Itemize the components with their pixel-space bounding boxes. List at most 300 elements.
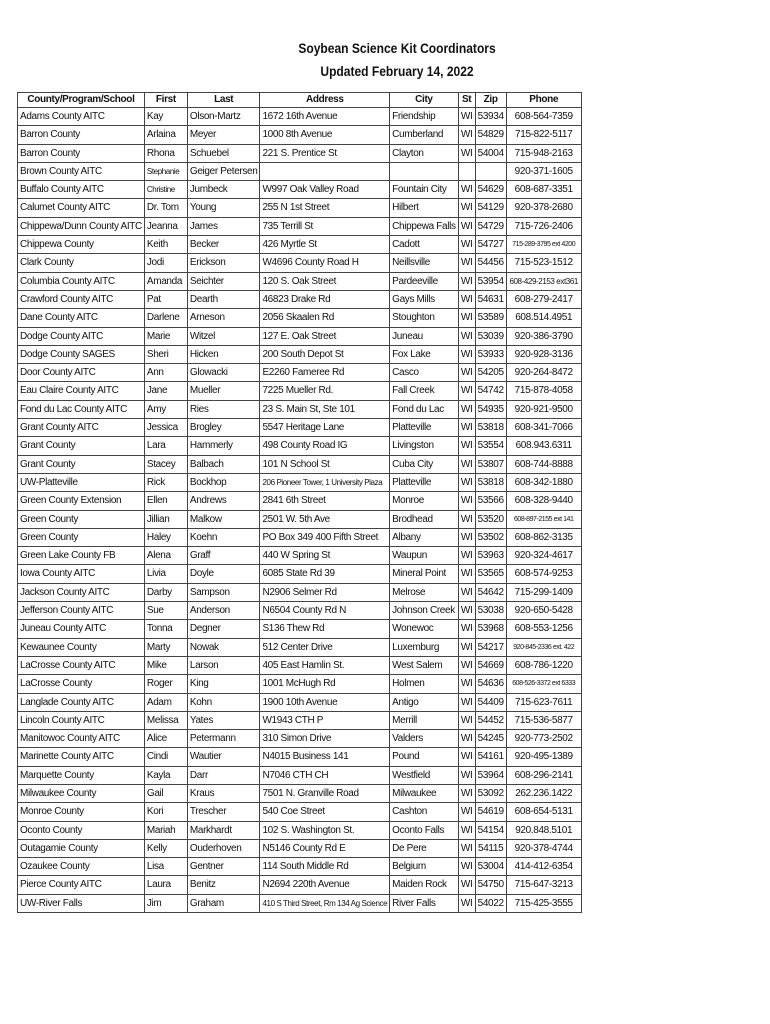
address-cell: 114 South Middle Rd <box>260 858 390 876</box>
first-name-cell: Stacey <box>144 455 187 473</box>
city-cell: Waupun <box>390 547 458 565</box>
address-cell: 101 N School St <box>260 455 390 473</box>
last-name-cell: Wautier <box>187 748 260 766</box>
address-cell: 1000 8th Avenue <box>260 126 390 144</box>
table-row <box>18 162 582 180</box>
address-cell: 310 Simon Drive <box>260 730 390 748</box>
zip-cell: 53818 <box>475 419 506 437</box>
table-row <box>18 547 582 565</box>
county-cell: Fond du Lac County AITC <box>18 400 145 418</box>
state-cell: WI <box>458 638 475 656</box>
address-cell: 7501 N. Granville Road <box>260 784 390 802</box>
table-row <box>18 382 582 400</box>
city-cell: Neillsville <box>390 254 458 272</box>
first-name-cell: Gail <box>144 784 187 802</box>
city-cell: Monroe <box>390 492 458 510</box>
zip-cell: 53038 <box>475 602 506 620</box>
last-name-cell: Erickson <box>187 254 260 272</box>
first-name-cell: Keith <box>144 236 187 254</box>
county-cell: Iowa County AITC <box>18 565 145 583</box>
table-row <box>18 583 582 601</box>
first-name-cell: Jessica <box>144 419 187 437</box>
column-header: City <box>390 93 458 108</box>
zip-cell: 53807 <box>475 455 506 473</box>
zip-cell: 54636 <box>475 675 506 693</box>
table-row <box>18 327 582 345</box>
phone-cell: 920-928-3136 <box>506 345 581 363</box>
state-cell: WI <box>458 675 475 693</box>
last-name-cell: Malkow <box>187 510 260 528</box>
table-row <box>18 821 582 839</box>
phone-cell: 608-341-7066 <box>506 419 581 437</box>
first-name-cell: Jim <box>144 894 187 912</box>
last-name-cell: Larson <box>187 656 260 674</box>
last-name-cell: Witzel <box>187 327 260 345</box>
last-name-cell: Ries <box>187 400 260 418</box>
county-cell: Crawford County AITC <box>18 290 145 308</box>
zip-cell: 54409 <box>475 693 506 711</box>
zip-cell: 53963 <box>475 547 506 565</box>
phone-cell: 920.848.5101 <box>506 821 581 839</box>
first-name-cell: Kay <box>144 108 187 126</box>
zip-cell: 53554 <box>475 437 506 455</box>
city-cell: Fall Creek <box>390 382 458 400</box>
zip-cell: 53818 <box>475 473 506 491</box>
state-cell: WI <box>458 382 475 400</box>
first-name-cell: Kori <box>144 803 187 821</box>
state-cell: WI <box>458 419 475 437</box>
address-cell: 2501 W. 5th Ave <box>260 510 390 528</box>
state-cell: WI <box>458 199 475 217</box>
state-cell: WI <box>458 693 475 711</box>
zip-cell: 54115 <box>475 839 506 857</box>
county-cell: Adams County AITC <box>18 108 145 126</box>
state-cell: WI <box>458 290 475 308</box>
first-name-cell: Amy <box>144 400 187 418</box>
county-cell: Manitowoc County AITC <box>18 730 145 748</box>
first-name-cell: Sheri <box>144 345 187 363</box>
column-header: Phone <box>506 93 581 108</box>
address-cell <box>260 162 390 180</box>
table-row <box>18 126 582 144</box>
first-name-cell: Jodi <box>144 254 187 272</box>
state-cell: WI <box>458 894 475 912</box>
city-cell: Wonewoc <box>390 620 458 638</box>
table-row <box>18 638 582 656</box>
state-cell: WI <box>458 126 475 144</box>
address-cell: W1943 CTH P <box>260 711 390 729</box>
table-row <box>18 839 582 857</box>
phone-cell: 608-429-2153 ext361 <box>506 272 581 290</box>
address-cell: N4015 Business 141 <box>260 748 390 766</box>
county-cell: Door County AITC <box>18 364 145 382</box>
zip-cell: 53565 <box>475 565 506 583</box>
first-name-cell: Jillian <box>144 510 187 528</box>
table-row <box>18 254 582 272</box>
phone-cell: 920-324-4617 <box>506 547 581 565</box>
table-row <box>18 492 582 510</box>
city-cell: Fox Lake <box>390 345 458 363</box>
zip-cell: 53502 <box>475 528 506 546</box>
table-row <box>18 345 582 363</box>
county-cell: LaCrosse County AITC <box>18 656 145 674</box>
table-row <box>18 236 582 254</box>
county-cell: Dodge County SAGES <box>18 345 145 363</box>
last-name-cell: Mueller <box>187 382 260 400</box>
zip-cell: 54022 <box>475 894 506 912</box>
table-row <box>18 309 582 327</box>
city-cell: Hilbert <box>390 199 458 217</box>
county-cell: Clark County <box>18 254 145 272</box>
address-cell: 206 Pioneer Tower, 1 University Plaza <box>260 473 390 491</box>
state-cell: WI <box>458 144 475 162</box>
state-cell: WI <box>458 547 475 565</box>
city-cell: Pardeeville <box>390 272 458 290</box>
county-cell: Green Lake County FB <box>18 547 145 565</box>
last-name-cell: James <box>187 217 260 235</box>
state-cell: WI <box>458 656 475 674</box>
zip-cell: 54727 <box>475 236 506 254</box>
last-name-cell: Gentner <box>187 858 260 876</box>
address-cell: 7225 Mueller Rd. <box>260 382 390 400</box>
last-name-cell: Benitz <box>187 876 260 894</box>
zip-cell: 53004 <box>475 858 506 876</box>
state-cell: WI <box>458 784 475 802</box>
table-row <box>18 602 582 620</box>
address-cell: 102 S. Washington St. <box>260 821 390 839</box>
last-name-cell: Yates <box>187 711 260 729</box>
address-cell: 498 County Road IG <box>260 437 390 455</box>
table-row <box>18 858 582 876</box>
table-row <box>18 784 582 802</box>
city-cell: Juneau <box>390 327 458 345</box>
state-cell: WI <box>458 473 475 491</box>
coordinators-table <box>17 92 582 913</box>
zip-cell: 54729 <box>475 217 506 235</box>
zip-cell: 53520 <box>475 510 506 528</box>
zip-cell: 54456 <box>475 254 506 272</box>
address-cell: N5146 County Rd E <box>260 839 390 857</box>
zip-cell: 54004 <box>475 144 506 162</box>
zip-cell: 53092 <box>475 784 506 802</box>
phone-cell: 608-862-3135 <box>506 528 581 546</box>
address-cell: 23 S. Main St, Ste 101 <box>260 400 390 418</box>
phone-cell: 715-523-1512 <box>506 254 581 272</box>
table-row <box>18 199 582 217</box>
first-name-cell: Adam <box>144 693 187 711</box>
column-header: County/Program/School <box>18 93 145 108</box>
first-name-cell: Pat <box>144 290 187 308</box>
county-cell: Marinette County AITC <box>18 748 145 766</box>
city-cell: De Pere <box>390 839 458 857</box>
county-cell: Monroe County <box>18 803 145 821</box>
state-cell: WI <box>458 437 475 455</box>
county-cell: Dane County AITC <box>18 309 145 327</box>
phone-cell: 608-687-3351 <box>506 181 581 199</box>
last-name-cell: Nowak <box>187 638 260 656</box>
state-cell: WI <box>458 839 475 857</box>
city-cell: Casco <box>390 364 458 382</box>
state-cell: WI <box>458 309 475 327</box>
phone-cell: 920-386-3790 <box>506 327 581 345</box>
first-name-cell: Marie <box>144 327 187 345</box>
city-cell: Milwaukee <box>390 784 458 802</box>
city-cell: Livingston <box>390 437 458 455</box>
city-cell: Antigo <box>390 693 458 711</box>
first-name-cell: Lara <box>144 437 187 455</box>
state-cell: WI <box>458 766 475 784</box>
last-name-cell: Dearth <box>187 290 260 308</box>
last-name-cell: Darr <box>187 766 260 784</box>
first-name-cell: Dr. Tom <box>144 199 187 217</box>
first-name-cell: Laura <box>144 876 187 894</box>
city-cell: West Salem <box>390 656 458 674</box>
county-cell: Outagamie County <box>18 839 145 857</box>
phone-cell: 608-786-1220 <box>506 656 581 674</box>
city-cell: Stoughton <box>390 309 458 327</box>
city-cell: Chippewa Falls <box>390 217 458 235</box>
last-name-cell: Young <box>187 199 260 217</box>
state-cell: WI <box>458 821 475 839</box>
address-cell: 221 S. Prentice St <box>260 144 390 162</box>
phone-cell: 608-279-2417 <box>506 290 581 308</box>
address-cell: 2056 Skaalen Rd <box>260 309 390 327</box>
first-name-cell: Rick <box>144 473 187 491</box>
table-row <box>18 455 582 473</box>
last-name-cell: Anderson <box>187 602 260 620</box>
state-cell: WI <box>458 455 475 473</box>
state-cell: WI <box>458 236 475 254</box>
last-name-cell: Kohn <box>187 693 260 711</box>
last-name-cell: Hammerly <box>187 437 260 455</box>
last-name-cell: Geiger Petersen <box>187 162 260 180</box>
address-cell: 735 Terrill St <box>260 217 390 235</box>
last-name-cell: Brogley <box>187 419 260 437</box>
county-cell: Chippewa County <box>18 236 145 254</box>
first-name-cell: Lisa <box>144 858 187 876</box>
county-cell: Eau Claire County AITC <box>18 382 145 400</box>
first-name-cell: Jane <box>144 382 187 400</box>
address-cell: 405 East Hamlin St. <box>260 656 390 674</box>
county-cell: Oconto County <box>18 821 145 839</box>
last-name-cell: Sampson <box>187 583 260 601</box>
state-cell: WI <box>458 876 475 894</box>
city-cell: Friendship <box>390 108 458 126</box>
column-header: St <box>458 93 475 108</box>
county-cell: UW-Platteville <box>18 473 145 491</box>
first-name-cell: Darlene <box>144 309 187 327</box>
city-cell: Cadott <box>390 236 458 254</box>
zip-cell: 53968 <box>475 620 506 638</box>
phone-cell: 608-328-9440 <box>506 492 581 510</box>
county-cell: Dodge County AITC <box>18 327 145 345</box>
county-cell: Kewaunee County <box>18 638 145 656</box>
county-cell: LaCrosse County <box>18 675 145 693</box>
city-cell: Holmen <box>390 675 458 693</box>
zip-cell: 54161 <box>475 748 506 766</box>
zip-cell: 53566 <box>475 492 506 510</box>
city-cell: Mineral Point <box>390 565 458 583</box>
first-name-cell: Kayla <box>144 766 187 784</box>
state-cell: WI <box>458 492 475 510</box>
table-row <box>18 656 582 674</box>
table-row <box>18 730 582 748</box>
county-cell: Barron County <box>18 126 145 144</box>
table-row <box>18 419 582 437</box>
table-row <box>18 290 582 308</box>
phone-cell: 920-378-4744 <box>506 839 581 857</box>
city-cell: Cashton <box>390 803 458 821</box>
last-name-cell: Hicken <box>187 345 260 363</box>
first-name-cell: Christine <box>144 181 187 199</box>
first-name-cell: Livia <box>144 565 187 583</box>
phone-cell: 608-342-1880 <box>506 473 581 491</box>
county-cell: Green County Extension <box>18 492 145 510</box>
last-name-cell: Degner <box>187 620 260 638</box>
address-cell: 120 S. Oak Street <box>260 272 390 290</box>
county-cell: Grant County <box>18 455 145 473</box>
column-header: Zip <box>475 93 506 108</box>
address-cell: N2694 220th Avenue <box>260 876 390 894</box>
first-name-cell: Mariah <box>144 821 187 839</box>
zip-cell: 54129 <box>475 199 506 217</box>
first-name-cell: Mike <box>144 656 187 674</box>
address-cell: W997 Oak Valley Road <box>260 181 390 199</box>
city-cell: Fond du Lac <box>390 400 458 418</box>
first-name-cell: Alice <box>144 730 187 748</box>
phone-cell: 920-495-1389 <box>506 748 581 766</box>
zip-cell: 54935 <box>475 400 506 418</box>
phone-cell: 715-623-7611 <box>506 693 581 711</box>
table-row <box>18 565 582 583</box>
first-name-cell: Kelly <box>144 839 187 857</box>
last-name-cell: Ouderhoven <box>187 839 260 857</box>
state-cell: WI <box>458 327 475 345</box>
address-cell: 410 S Third Street, Rm 134 Ag Science <box>260 894 390 912</box>
last-name-cell: Markhardt <box>187 821 260 839</box>
address-cell: 255 N 1st Street <box>260 199 390 217</box>
table-row <box>18 437 582 455</box>
phone-cell: 920-264-8472 <box>506 364 581 382</box>
phone-cell: 715-425-3555 <box>506 894 581 912</box>
city-cell: Brodhead <box>390 510 458 528</box>
county-cell: Chippewa/Dunn County AITC <box>18 217 145 235</box>
county-cell: Brown County AITC <box>18 162 145 180</box>
city-cell: Gays Mills <box>390 290 458 308</box>
state-cell: WI <box>458 583 475 601</box>
phone-cell: 715-822-5117 <box>506 126 581 144</box>
address-cell: 426 Myrtle St <box>260 236 390 254</box>
address-cell: 540 Coe Street <box>260 803 390 821</box>
state-cell: WI <box>458 254 475 272</box>
first-name-cell: Amanda <box>144 272 187 290</box>
zip-cell: 53964 <box>475 766 506 784</box>
phone-cell: 608-296-2141 <box>506 766 581 784</box>
zip-cell: 54619 <box>475 803 506 821</box>
last-name-cell: Koehn <box>187 528 260 546</box>
state-cell: WI <box>458 181 475 199</box>
first-name-cell: Arlaina <box>144 126 187 144</box>
last-name-cell: Schuebel <box>187 144 260 162</box>
first-name-cell: Ann <box>144 364 187 382</box>
state-cell: WI <box>458 748 475 766</box>
first-name-cell: Rhona <box>144 144 187 162</box>
last-name-cell: Arneson <box>187 309 260 327</box>
last-name-cell: Balbach <box>187 455 260 473</box>
table-row <box>18 400 582 418</box>
county-cell: Ozaukee County <box>18 858 145 876</box>
address-cell: E2260 Fameree Rd <box>260 364 390 382</box>
phone-cell: 262.236.1422 <box>506 784 581 802</box>
state-cell: WI <box>458 803 475 821</box>
county-cell: Green County <box>18 510 145 528</box>
table-row <box>18 473 582 491</box>
table-row <box>18 711 582 729</box>
state-cell: WI <box>458 602 475 620</box>
city-cell: Valders <box>390 730 458 748</box>
county-cell: Juneau County AITC <box>18 620 145 638</box>
city-cell: Melrose <box>390 583 458 601</box>
city-cell: Pound <box>390 748 458 766</box>
phone-cell: 920-378-2680 <box>506 199 581 217</box>
phone-cell: 920-650-5428 <box>506 602 581 620</box>
address-cell: N2906 Selmer Rd <box>260 583 390 601</box>
phone-cell: 715-647-3213 <box>506 876 581 894</box>
zip-cell: 54217 <box>475 638 506 656</box>
zip-cell: 54669 <box>475 656 506 674</box>
last-name-cell: Bockhop <box>187 473 260 491</box>
first-name-cell: Ellen <box>144 492 187 510</box>
county-cell: Pierce County AITC <box>18 876 145 894</box>
zip-cell: 53954 <box>475 272 506 290</box>
address-cell: PO Box 349 400 Fifth Street <box>260 528 390 546</box>
first-name-cell: Roger <box>144 675 187 693</box>
state-cell: WI <box>458 108 475 126</box>
zip-cell <box>475 162 506 180</box>
address-cell: 1001 McHugh Rd <box>260 675 390 693</box>
address-cell: 1672 16th Avenue <box>260 108 390 126</box>
first-name-cell: Cindi <box>144 748 187 766</box>
county-cell: Buffalo County AITC <box>18 181 145 199</box>
county-cell: Green County <box>18 528 145 546</box>
phone-cell: 608-526-3372 ext 6333 <box>506 675 581 693</box>
county-cell: Grant County <box>18 437 145 455</box>
address-cell: 440 W Spring St <box>260 547 390 565</box>
address-cell: 2841 6th Street <box>260 492 390 510</box>
zip-cell: 53933 <box>475 345 506 363</box>
address-cell: 512 Center Drive <box>260 638 390 656</box>
table-row <box>18 510 582 528</box>
city-cell: Westfield <box>390 766 458 784</box>
first-name-cell: Stephanie <box>144 162 187 180</box>
address-cell: 1900 10th Avenue <box>260 693 390 711</box>
zip-cell: 54829 <box>475 126 506 144</box>
county-cell: Marquette County <box>18 766 145 784</box>
table-row <box>18 876 582 894</box>
address-cell: N6504 County Rd N <box>260 602 390 620</box>
table-row <box>18 108 582 126</box>
phone-cell: 608.943.6311 <box>506 437 581 455</box>
address-cell: S136 Thew Rd <box>260 620 390 638</box>
phone-cell: 608.514.4951 <box>506 309 581 327</box>
table-row <box>18 894 582 912</box>
table-row <box>18 217 582 235</box>
state-cell: WI <box>458 711 475 729</box>
city-cell: Cumberland <box>390 126 458 144</box>
county-cell: Barron County <box>18 144 145 162</box>
first-name-cell: Haley <box>144 528 187 546</box>
address-cell: 127 E. Oak Street <box>260 327 390 345</box>
